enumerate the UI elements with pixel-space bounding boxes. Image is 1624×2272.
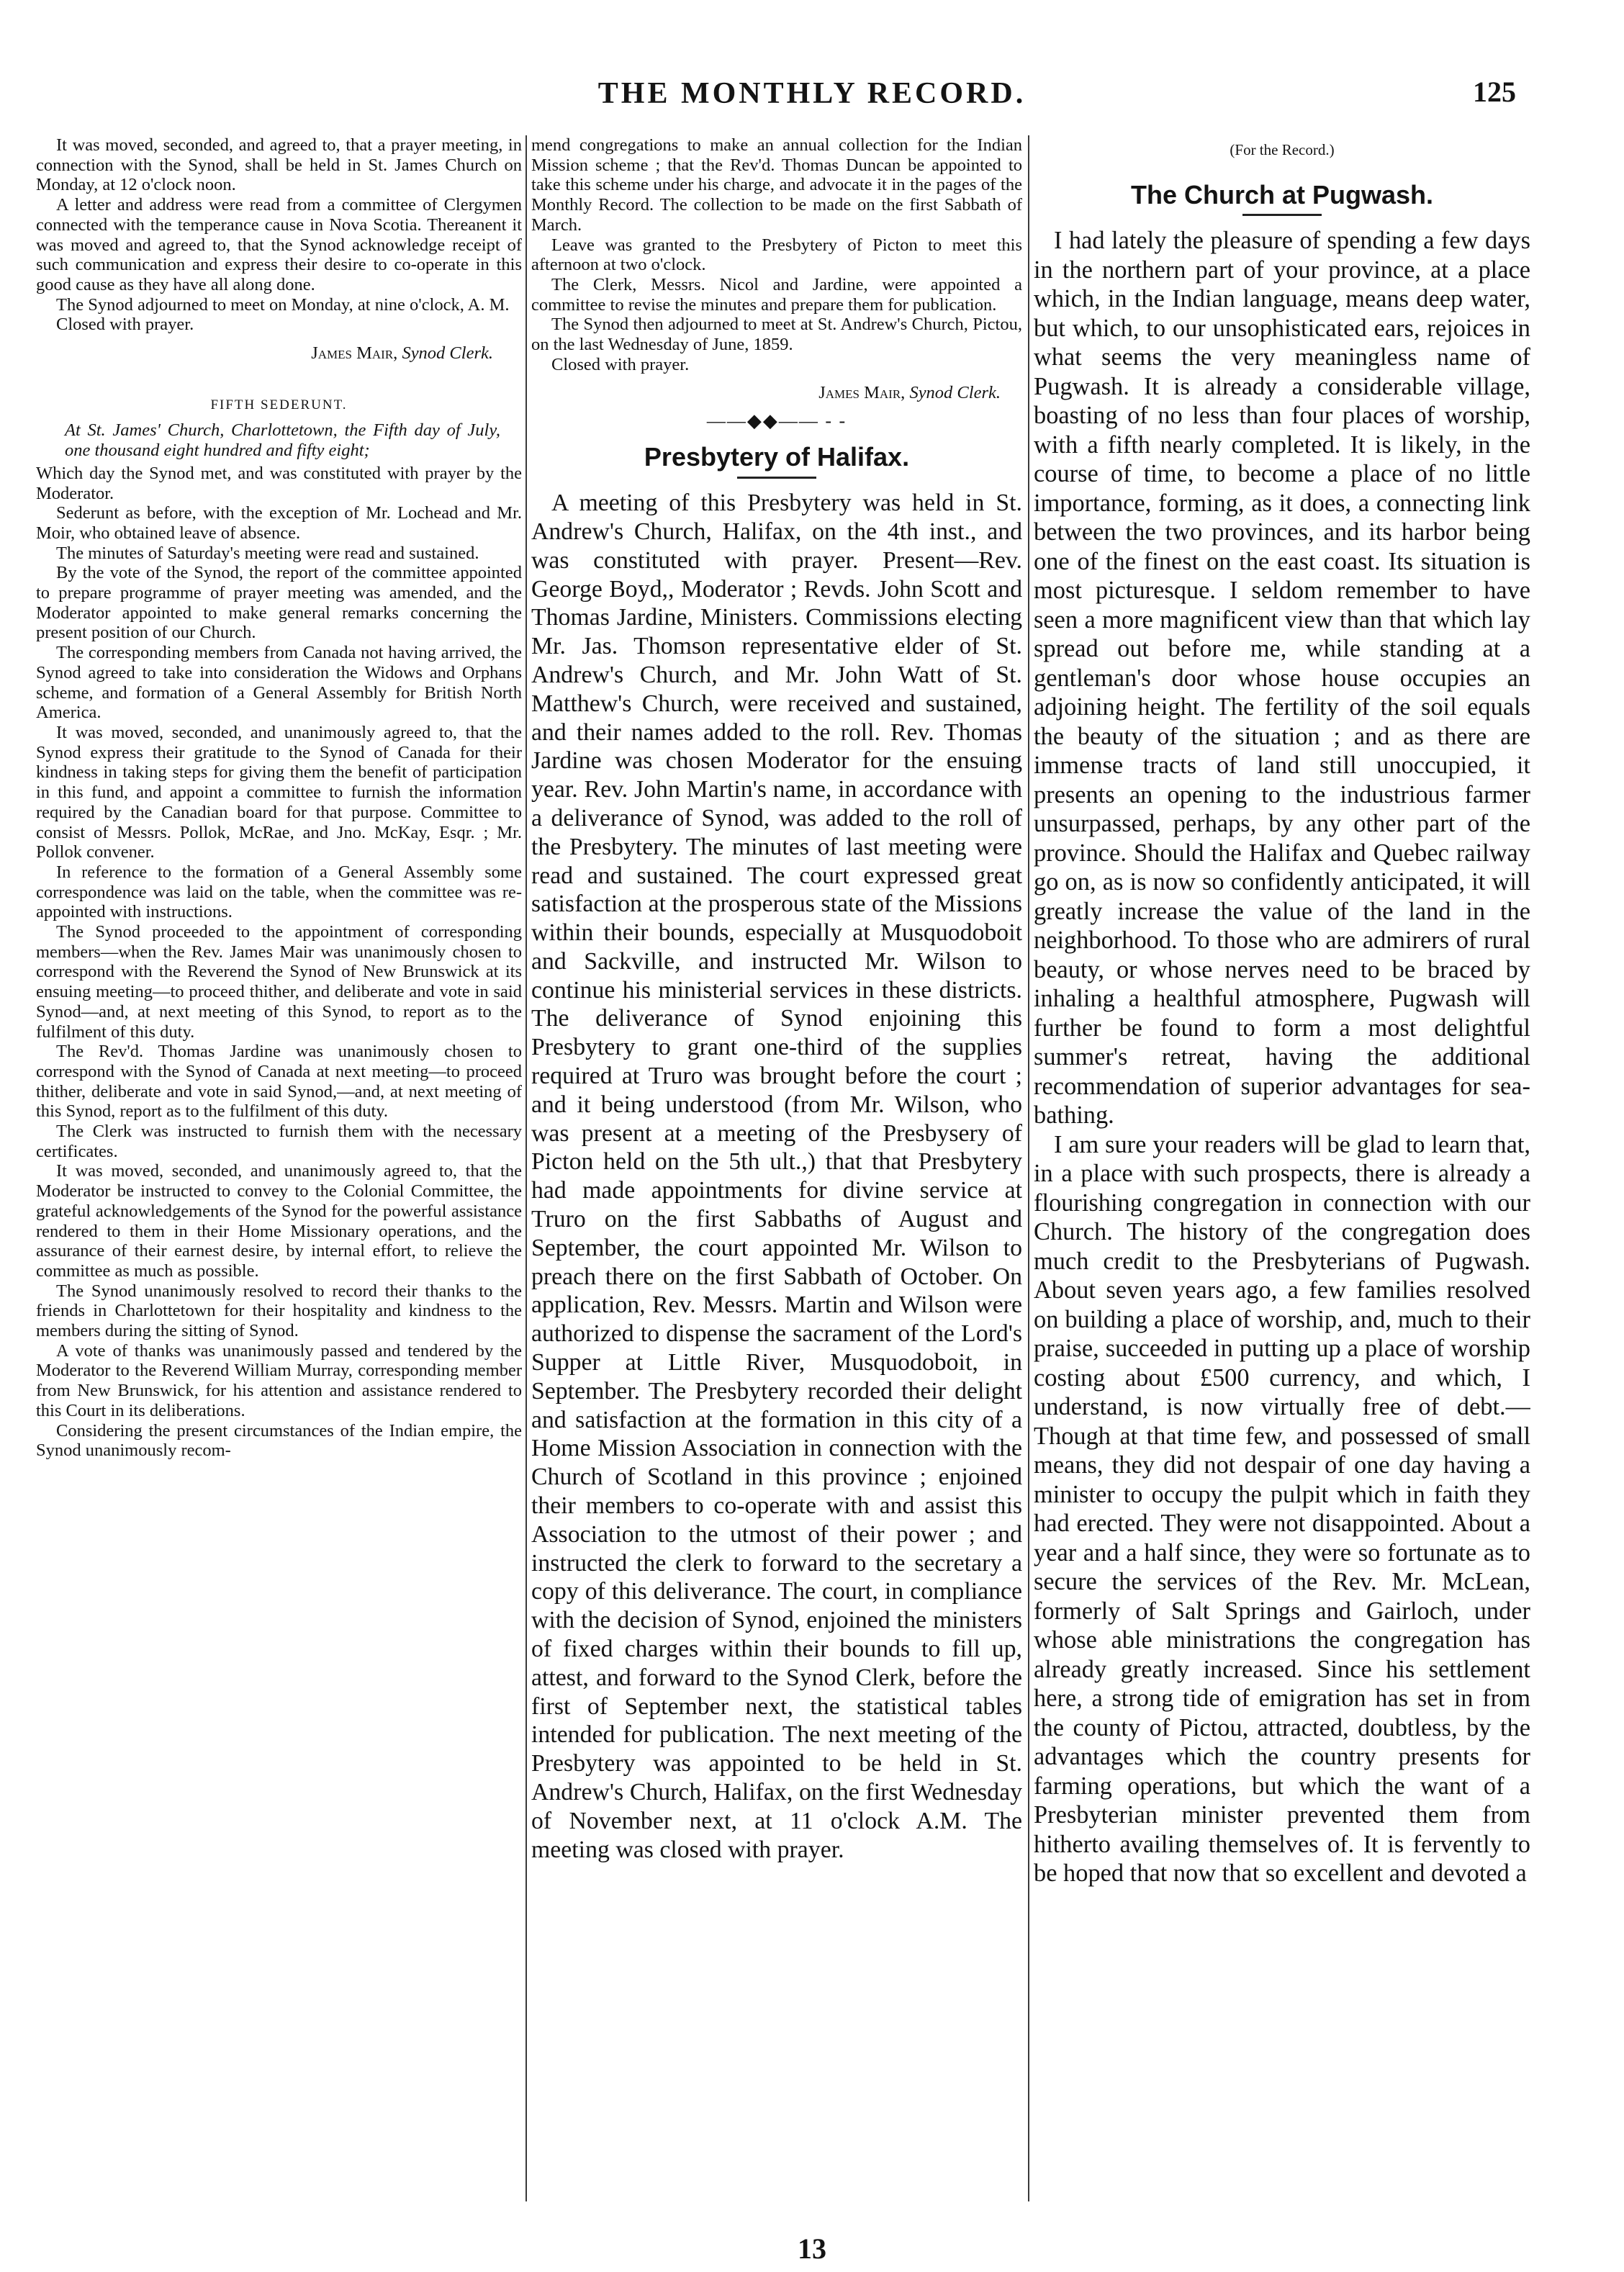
column-3 [1034, 135, 1530, 2207]
paragraph: The Clerk was instructed to furnish them with the necessary certificates. [36, 1122, 522, 1161]
paragraph: The Synod then adjourned to meet at St. Andrew's Church, Pictou, on the last Wednesday of June, 1859. [531, 315, 1022, 355]
column-rule-right [1028, 135, 1029, 2201]
signature-title: Synod Clerk. [402, 343, 493, 364]
paragraph: It was moved, seconded, and agreed to, that a prayer meeting, in connection with the Synod, shall be held in St. James Church on Monday, at 12 o'clock noon. [36, 135, 522, 195]
paragraph: The Rev'd. Thomas Jardine was unanimously chosen to correspond with the Synod of Canada at next meeting—to proceed thither, deliberate and vote in said Synod,—and, at next meeting of this Synod, report as to the fulfilment of this duty. [36, 1042, 522, 1122]
paragraph: mend congregations to make an annual collection for the Indian Mission scheme ; that the Rev'd. Thomas Duncan be appointed to take this scheme under his charge, and advocate it in the pages of the Monthly Record. The collection to be made on the first Sabbath of March. [531, 135, 1022, 235]
paragraph: A vote of thanks was unanimously passed and tendered by the Moderator to the Reverend William Murray, corresponding member from New Brunswick, for his attention and assistance rendered to this Court in its deliberations. [36, 1340, 522, 1420]
column-2 [531, 135, 1022, 2207]
section-title: The Church at Pugwash. [1130, 179, 1434, 209]
paragraph: I am sure your readers will be glad to learn that, in a place with such prospects, there is already a flourishing congregation in connection with our Church. The history of the congregation does much credit to the Presbyterians of Pugwash. About seven years ago, a few families resolved on building a place of worship, and, much to their praise, succeeded in putting up a place of worship costing about £500 currency, and which, I understand, is now virtually free of debt.—Though at that time few, and possessed of small means, they did not despair of one day having a minister to occupy the pulpit which in faith they had erected. They were not disappointed. About a year and a half since, they were so fortunate as to secure the services of the Rev. Mr. McLean, formerly of Salt Springs and Gairloch, under whose able ministrations the congregation has already greatly increased. Since his settlement here, a strong tide of emigration has set in from the county of Pictou, attracted, doubtless, by the advantages which the country presents for farming operations, but which the want of a Presbyterian minister prevented them from hitherto availing themselves of. It is fervently to be hoped that now that so excellent and devoted a [1034, 1130, 1530, 1887]
publication-title: THE MONTHLY RECORD. [597, 77, 1027, 110]
section-title: Presbytery of Halifax. [644, 442, 910, 472]
signature [531, 383, 1022, 403]
section-ornament: ——◆◆—— - - [706, 410, 847, 432]
signature-name: James Mair, [311, 343, 398, 364]
column-1 [36, 135, 522, 2207]
paragraph: The Synod adjourned to meet on Monday, at nine o'clock, A. M. [56, 294, 510, 315]
paragraph: Closed with prayer. [551, 354, 690, 374]
page-number: 125 [1473, 76, 1516, 108]
paragraph: It was moved, seconded, and unanimously agreed to, that the Synod express their gratitude to the Synod of Canada for their kindness in taking steps for giving them the benefit of participation in this fund, and appoint a committee to furnish the information required by the Canadian board for that purpose. Committee to consist of Messrs. Pollok, McRae, and Jno. McKay, Esqr. ; Mr. Pollok convener. [36, 722, 522, 862]
paragraph: By the vote of the Synod, the report of the committee appointed to prepare programme of prayer meeting was amended, and the Moderator appointed to make general remarks concerning the present position of our Church. [36, 563, 522, 643]
paragraph: The minutes of Saturday's meeting were read and sustained. [56, 543, 479, 563]
paragraph: The Synod unanimously resolved to record their thanks to the friends in Charlottetown for their hospitality and kindness to the members during the sitting of Synod. [36, 1281, 522, 1341]
paragraph: It was moved, seconded, and unanimously agreed to, that the Moderator be instructed to convey to the Colonial Committee, the grateful acknowledgements of the Synod for the powerful assistance rendered to them in their Home Missionary operations, and the assurance of their earnest desire, by internal effort, to relieve the committee as much as possible. [36, 1161, 522, 1281]
paragraph: Which day the Synod met, and was constituted with prayer by the Moderator. [36, 463, 522, 503]
section-heading: FIFTH SEDERUNT. [210, 397, 348, 413]
paragraph: Leave was granted to the Presbytery of Picton to meet this afternoon at two o'clock. [531, 235, 1022, 275]
paragraph: I had lately the pleasure of spending a few days in the northern part of your province, at a place which, in the Indian language, means deep water, but which, to our unsophisticated ears, rejoices in what seems the very meaningless name of Pugwash. It is already a considerable village, boasting of no less than four places of worship, with a fifth nearly completed. It is likely, in the course of time, to become a place of no little importance, forming, as it does, a connecting link between the two provinces, and its harbor being one of the finest on the east coast. Its situation is most picturesque. I seldom remember to have seen a more magnificent view than that which lay spread out before me, while standing at a gentleman's door whose house occupies an adjoining height. The fertility of the soil equals the beauty of the situation ; and as there are immense tracts of land still unoccupied, it presents an opening to the industrious farmer unsurpassed, perhaps, by any other part of the province. Should the Halifax and Quebec railway go on, as is now so confidently anticipated, it will greatly increase the value of the land in the neighborhood. To those who are admirers of rural beauty, or whose nerves need to be braced by inhaling a healthful atmosphere, Pugwash will further be found to form a most delightful summer's retreat, having the additional recommendation of superior advantages for sea-bathing. [1034, 227, 1530, 1129]
paragraph: Sederunt as before, with the exception of Mr. Lochead and Mr. Moir, who obtained leave of absence. [36, 503, 522, 543]
signature [36, 343, 522, 364]
paragraph: Considering the present circumstances of the Indian empire, the Synod unanimously recom- [36, 1420, 522, 1461]
paragraph: Closed with prayer. [56, 315, 194, 335]
running-head [0, 72, 1624, 115]
signature-mark: 13 [798, 2232, 826, 2265]
signature-title: Synod Clerk. [909, 383, 1001, 403]
column-rule-left [525, 135, 527, 2201]
signature-name: James Mair, [818, 383, 906, 403]
paragraph: The Synod proceeded to the appointment of corresponding members—when the Rev. James Mair was unanimously chosen to correspond with the Reverend the Synod of New Brunswick at its ensuing meeting—to proceed thither, and deliberate and vote in said Synod—and, at next meeting of this Synod, to report as to the fulfilment of this duty. [36, 922, 522, 1042]
paragraph: The Clerk, Messrs. Nicol and Jardine, were appointed a committee to revise the minutes and prepare them for publication. [531, 274, 1022, 315]
presbytery-report [531, 489, 1022, 1864]
paragraph: A meeting of this Presbytery was held in St. Andrew's Church, Halifax, on the 4th inst., and was constituted with prayer. Present—Rev. George Boyd,, Moderator ; Revds. John Scott and Thomas Jardine, Ministers. Commissions electing Mr. Jas. Thomson representative elder of St. Andrew's Church, and Mr. John Watt of St. Matthew's Church, were received and sustained, and their names added to the roll. Rev. Thomas Jardine was chosen Moderator for the ensuing year. Rev. John Martin's name, in accordance with a deliverance of Synod, was added to the roll of the Presbytery. The minutes of last meeting were read and sustained. The court expressed great satisfaction at the prosperous state of the Missions within their bounds, especially at Musquodoboit and Sackville, and instructed Mr. Wilson to continue his ministerial services in these districts. The deliverance of Synod enjoining this Presbytery to grant one-third of the supplies required at Truro was brought before the court ; and it being understood (from Mr. Wilson, who was present at a meeting of the Presbysery of Picton held on the 5th ult.,) that that Presbytery had made appointments for divine service at Truro on the first Sabbaths of August and September, the court appointed Mr. Wilson to preach there on the first Sabbath of October. On application, Rev. Messrs. Martin and Wilson were authorized to dispense the sacrament of the Lord's Supper at Little River, Musquodoboit, in September. The Presbytery recorded their delight and satisfaction at the formation in this city of a Home Mission Association in connection with the Church of Scotland in this province ; enjoined their members to co-operate with and assist this Association to the utmost of their power ; and instructed the clerk to forward to the secretary a copy of this deliverance. The court, in compliance with the decision of Synod, enjoined the ministers of fixed charges within their bounds to fill up, attest, and forward to the Synod Clerk, before the first of September next, the statistical tables intended for publication. The next meeting of the Presbytery was appointed to be held in St. Andrew's Church, Halifax, on the first Wednesday of November next, at 11 o'clock A.M. The meeting was closed with prayer. [531, 490, 1022, 1863]
title-rule [1242, 214, 1322, 216]
synod-minutes-continued [531, 135, 1022, 403]
paragraph: The corresponding members from Canada not having arrived, the Synod agreed to take into consideration the Widows and Orphans scheme, and formation of a General Assembly for British North America. [36, 643, 522, 723]
byline: (For the Record.) [1230, 141, 1335, 158]
paragraph: In reference to the formation of a General Assembly some correspondence was laid on the table, when the committee was re-appointed with instructions. [36, 862, 522, 922]
paragraph: A letter and address were read from a committee of Clergymen connected with the temperance cause in Nova Scotia. Thereanent it was moved and agreed to, that the Synod acknowledge receipt of such communication and express their desire to co-operate in this good cause as they have all along done. [36, 195, 522, 294]
meeting-place-line: At St. James' Church, Charlottetown, the Fifth day of July, one thousand eight hundred and fifty eight; [65, 420, 500, 461]
title-rule [737, 477, 816, 479]
